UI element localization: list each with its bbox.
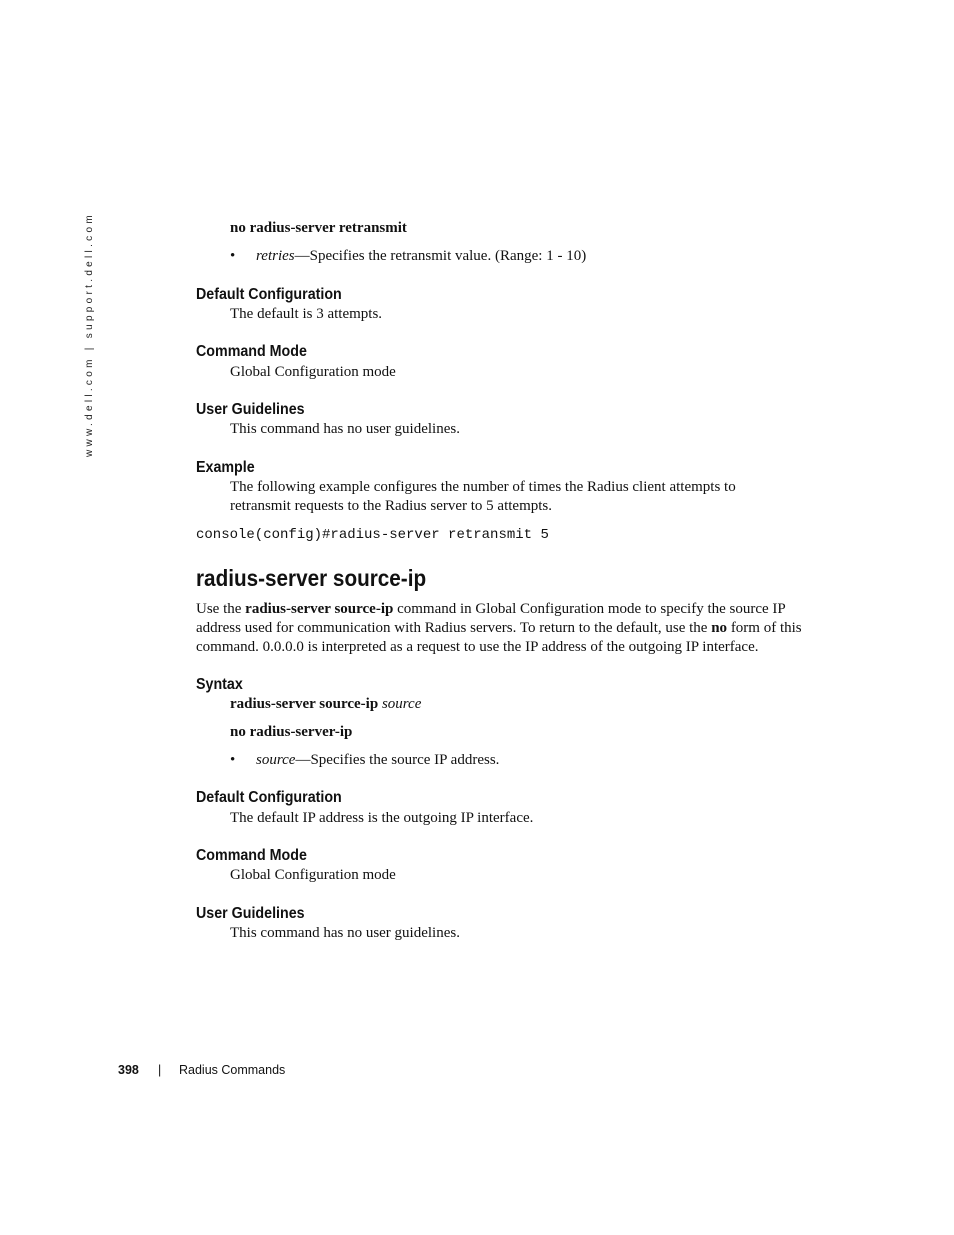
section-command-mode-heading: Command Mode [196,847,307,864]
no-command-syntax: no radius-server retransmit [230,220,407,236]
example-heading: Example [196,459,255,476]
param-name: retries [256,248,295,264]
bullet-dot: • [230,752,236,768]
default-config-text: The default is 3 attempts. [230,306,383,322]
syntax-argument: source [381,696,422,712]
bullet-dot: • [230,248,236,264]
intro-part-1: Use the [196,601,246,617]
side-url: www.dell.com | support.dell.com [84,212,95,457]
example-code: console(config)#radius-server retransmit 5 [196,527,549,543]
section-title: radius-server source-ip [196,565,427,591]
param-desc: —Specifies the source IP address. [295,752,500,768]
syntax-no-command: no radius-server-ip [230,724,353,740]
user-guidelines-heading: User Guidelines [196,401,305,418]
param-name: source [256,752,296,768]
user-guidelines-text: This command has no user guidelines. [230,421,460,437]
command-mode-text: Global Configuration mode [230,364,396,380]
section-default-config-text: The default IP address is the outgoing IP interface. [230,810,534,826]
bullet-content [256,751,499,770]
command-mode-heading: Command Mode [196,343,307,360]
example-text: The following example configures the number of times the Radius client attempts to retransmit requests to the Radius server to 5 attempts. [230,479,736,514]
section-intro [196,600,826,657]
section-default-config-heading: Default Configuration [196,789,342,806]
bullet-item-source [230,751,500,770]
param-desc: —Specifies the retransmit value. (Range: 1 - 10) [294,248,587,264]
syntax-heading: Syntax [196,676,243,693]
footer-chapter: Radius Commands [179,1063,286,1077]
default-config-heading: Default Configuration [196,286,342,303]
section-user-guidelines-text: This command has no user guidelines. [230,925,460,941]
intro-command: radius-server source-ip [245,601,394,617]
page-number: 398 [118,1063,139,1077]
intro-no-keyword: no [711,620,728,636]
intro-part-2: command in Global Configuration mode to specify the source IP address used for communication with Radius servers. To return to the default, use the [196,601,786,636]
syntax-command [230,695,421,714]
section-command-mode-text: Global Configuration mode [230,867,396,883]
intro-part-3: form of this command. 0.0.0.0 is interpreted as a request to use the IP address of the outgoing IP interface. [196,620,802,655]
footer-separator: | [158,1063,162,1077]
bullet-item-retries [230,247,587,266]
section-user-guidelines-heading: User Guidelines [196,905,305,922]
bullet-content [256,247,586,266]
syntax-command-name: radius-server source-ip [230,696,379,712]
